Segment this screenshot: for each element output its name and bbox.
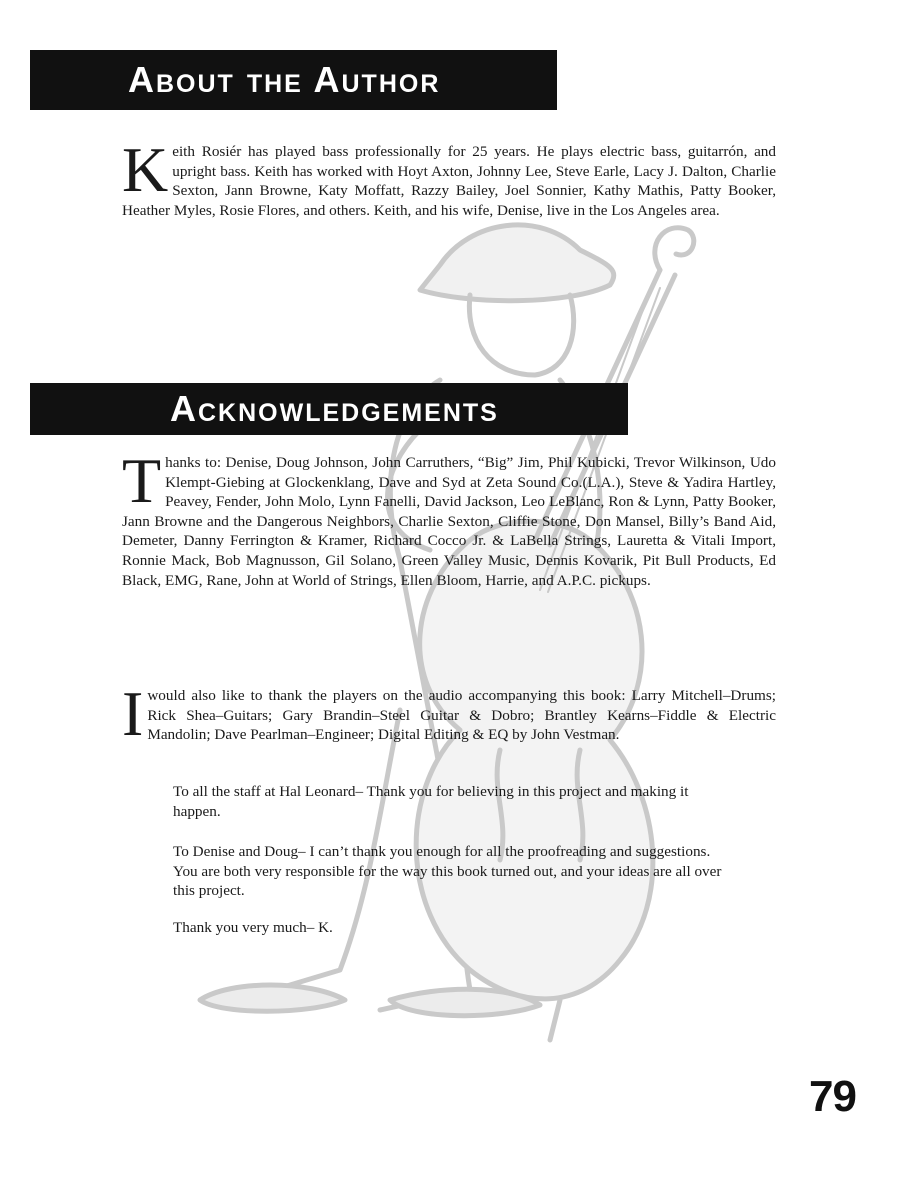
acknowledgements-heading: Acknowledgements (30, 383, 628, 435)
players-drop-cap: I (122, 678, 144, 749)
about-body-text: eith Rosiér has played bass professionally for 25 years. He plays electric bass, guitarrón, and upright bass. Keith has worked with Hoyt Axton, Johnny Lee, Steve Earle, Lacy J. Dalton, Charlie Sexton, Jann Browne, Katy Moffatt, Razzy Bailey, Joel Sonnier, Kathy Mathis, Patty Booker, Heather Myles, Rosie Flores, and others. Keith, and his wife, Denise, live in the Los Angeles area. (122, 143, 776, 219)
note-denise-doug: To Denise and Doug– I can’t thank you enough for all the proofreading and suggestions. You are both very responsible for the way this book turned out, and your ideas are all over this project. (173, 843, 722, 900)
players-body-text: would also like to thank the players on the audio accompanying this book: Larry Mitchell–Drums; Rick Shea–Guitars; Gary Brandin–Steel Guitar & Dobro; Brantley Kearns–Fiddle & Electric Mandolin; Dave Pearlman–Engineer; Digital Editing & EQ by John Vestman. (147, 687, 776, 744)
about-drop-cap: K (122, 134, 169, 205)
note-hal-leonard: To all the staff at Hal Leonard– Thank you for believing in this project and making it happen. (173, 783, 689, 820)
page-number: 79 (809, 1072, 856, 1121)
note-signoff: Thank you very much– K. (173, 919, 333, 936)
acknowledgements-body-text: hanks to: Denise, Doug Johnson, John Carruthers, “Big” Jim, Phil Kubicki, Trevor Wilkinson, Udo Klempt-Giebing at Glockenklang, Dave and Syd at Zeta Sound Co.(L.A.), Steve & Yadira Hartley, Peavey, Fender, John Molo, Lynn Fanelli, David Jackson, Leo LeBlanc, Ron & Lynn, Patty Booker, Jann Browne and the Dangerous Neighbors, Charlie Sexton, Cliffie Stone, Don Mansel, Billy’s Band Aid, Demeter, Danny Ferrington & Kramer, Richard Cocco Jr. & LaBella Strings, Lauretta & Vitali Import, Ronnie Mack, Bob Magnusson, Gil Solano, Green Valley Music, Dennis Kovarik, Pit Bull Products, Ed Black, EMG, Rane, John at World of Strings, Ellen Bloom, Harrie, and A.P.C. pickups. (122, 454, 776, 589)
about-paragraph (122, 134, 776, 220)
about-heading: About the Author (30, 50, 557, 110)
players-paragraph (122, 678, 776, 749)
acknowledgements-drop-cap: T (122, 445, 162, 516)
acknowledgements-paragraph (122, 445, 776, 590)
